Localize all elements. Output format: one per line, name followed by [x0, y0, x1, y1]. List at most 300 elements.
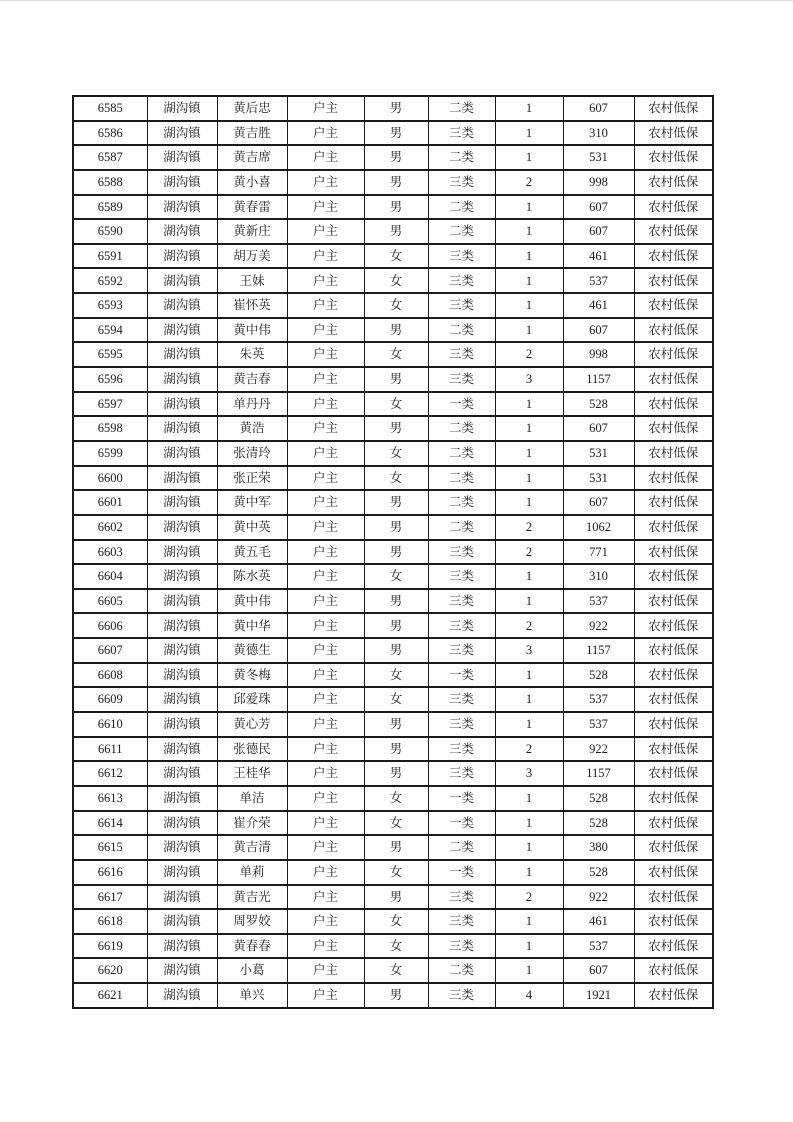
- table-row: [73, 811, 713, 836]
- cell-town: 湖沟镇: [147, 885, 217, 910]
- cell-name: 崔怀英: [217, 293, 287, 318]
- cell-amount: 528: [563, 663, 634, 688]
- cell-town: 湖沟镇: [147, 983, 217, 1008]
- cell-persons: 1: [495, 687, 563, 712]
- cell-relation: 户主: [287, 885, 364, 910]
- cell-category: 三类: [428, 909, 495, 934]
- table-row: [73, 466, 713, 491]
- table-row: [73, 860, 713, 885]
- table-row: [73, 392, 713, 417]
- cell-amount: 607: [563, 219, 634, 244]
- cell-town: 湖沟镇: [147, 121, 217, 146]
- cell-amount: 537: [563, 712, 634, 737]
- cell-name: 王桂华: [217, 761, 287, 786]
- table-row: [73, 540, 713, 565]
- table-row: [73, 244, 713, 269]
- cell-welfare-type: 农村低保: [634, 958, 713, 983]
- cell-town: 湖沟镇: [147, 835, 217, 860]
- cell-name: 黄中英: [217, 515, 287, 540]
- cell-amount: 537: [563, 589, 634, 614]
- cell-category: 二类: [428, 219, 495, 244]
- cell-category: 二类: [428, 145, 495, 170]
- cell-id: 6605: [73, 589, 147, 614]
- cell-id: 6615: [73, 835, 147, 860]
- cell-id: 6607: [73, 638, 147, 663]
- cell-relation: 户主: [287, 564, 364, 589]
- cell-persons: 1: [495, 589, 563, 614]
- cell-id: 6587: [73, 145, 147, 170]
- cell-category: 三类: [428, 885, 495, 910]
- cell-amount: 310: [563, 564, 634, 589]
- cell-relation: 户主: [287, 589, 364, 614]
- cell-town: 湖沟镇: [147, 638, 217, 663]
- cell-welfare-type: 农村低保: [634, 761, 713, 786]
- table-row: [73, 219, 713, 244]
- cell-relation: 户主: [287, 466, 364, 491]
- cell-id: 6593: [73, 293, 147, 318]
- cell-town: 湖沟镇: [147, 293, 217, 318]
- table-row: [73, 786, 713, 811]
- cell-gender: 女: [364, 687, 428, 712]
- cell-welfare-type: 农村低保: [634, 96, 713, 121]
- table-row: [73, 934, 713, 959]
- table-body: [73, 96, 713, 1008]
- cell-persons: 4: [495, 983, 563, 1008]
- cell-relation: 户主: [287, 663, 364, 688]
- cell-gender: 男: [364, 219, 428, 244]
- cell-category: 三类: [428, 737, 495, 762]
- cell-relation: 户主: [287, 811, 364, 836]
- cell-gender: 女: [364, 293, 428, 318]
- table-row: [73, 96, 713, 121]
- cell-town: 湖沟镇: [147, 195, 217, 220]
- cell-id: 6591: [73, 244, 147, 269]
- cell-welfare-type: 农村低保: [634, 145, 713, 170]
- cell-amount: 998: [563, 170, 634, 195]
- cell-welfare-type: 农村低保: [634, 564, 713, 589]
- cell-category: 三类: [428, 342, 495, 367]
- cell-id: 6618: [73, 909, 147, 934]
- cell-town: 湖沟镇: [147, 268, 217, 293]
- table-row: [73, 564, 713, 589]
- cell-welfare-type: 农村低保: [634, 835, 713, 860]
- cell-relation: 户主: [287, 219, 364, 244]
- cell-relation: 户主: [287, 540, 364, 565]
- table-row: [73, 613, 713, 638]
- cell-gender: 女: [364, 392, 428, 417]
- cell-welfare-type: 农村低保: [634, 367, 713, 392]
- cell-name: 单洁: [217, 786, 287, 811]
- table-row: [73, 958, 713, 983]
- cell-category: 一类: [428, 860, 495, 885]
- cell-gender: 男: [364, 416, 428, 441]
- cell-amount: 922: [563, 737, 634, 762]
- cell-town: 湖沟镇: [147, 687, 217, 712]
- cell-name: 陈水英: [217, 564, 287, 589]
- table-row: [73, 983, 713, 1008]
- cell-name: 小葛: [217, 958, 287, 983]
- table-row: [73, 909, 713, 934]
- cell-persons: 3: [495, 367, 563, 392]
- cell-town: 湖沟镇: [147, 219, 217, 244]
- cell-amount: 531: [563, 145, 634, 170]
- cell-id: 6617: [73, 885, 147, 910]
- cell-category: 三类: [428, 540, 495, 565]
- cell-id: 6592: [73, 268, 147, 293]
- cell-id: 6608: [73, 663, 147, 688]
- cell-relation: 户主: [287, 318, 364, 343]
- cell-town: 湖沟镇: [147, 860, 217, 885]
- cell-relation: 户主: [287, 96, 364, 121]
- cell-category: 三类: [428, 244, 495, 269]
- cell-welfare-type: 农村低保: [634, 318, 713, 343]
- table-row: [73, 268, 713, 293]
- cell-persons: 1: [495, 293, 563, 318]
- cell-persons: 2: [495, 540, 563, 565]
- cell-welfare-type: 农村低保: [634, 934, 713, 959]
- cell-id: 6590: [73, 219, 147, 244]
- cell-category: 三类: [428, 613, 495, 638]
- cell-welfare-type: 农村低保: [634, 786, 713, 811]
- table-row: [73, 342, 713, 367]
- cell-persons: 1: [495, 441, 563, 466]
- cell-gender: 男: [364, 761, 428, 786]
- cell-id: 6603: [73, 540, 147, 565]
- cell-welfare-type: 农村低保: [634, 219, 713, 244]
- cell-category: 三类: [428, 268, 495, 293]
- table-row: [73, 195, 713, 220]
- cell-name: 邱爱珠: [217, 687, 287, 712]
- cell-welfare-type: 农村低保: [634, 737, 713, 762]
- cell-amount: 1921: [563, 983, 634, 1008]
- cell-welfare-type: 农村低保: [634, 638, 713, 663]
- cell-name: 黄浩: [217, 416, 287, 441]
- cell-persons: 1: [495, 96, 563, 121]
- cell-id: 6600: [73, 466, 147, 491]
- cell-amount: 537: [563, 934, 634, 959]
- cell-persons: 2: [495, 342, 563, 367]
- cell-category: 二类: [428, 318, 495, 343]
- cell-persons: 2: [495, 515, 563, 540]
- cell-amount: 461: [563, 244, 634, 269]
- cell-gender: 男: [364, 145, 428, 170]
- cell-town: 湖沟镇: [147, 96, 217, 121]
- cell-category: 三类: [428, 934, 495, 959]
- cell-welfare-type: 农村低保: [634, 515, 713, 540]
- cell-town: 湖沟镇: [147, 490, 217, 515]
- cell-name: 黄小喜: [217, 170, 287, 195]
- cell-welfare-type: 农村低保: [634, 589, 713, 614]
- cell-town: 湖沟镇: [147, 564, 217, 589]
- cell-amount: 1062: [563, 515, 634, 540]
- cell-amount: 922: [563, 885, 634, 910]
- cell-amount: 607: [563, 195, 634, 220]
- cell-town: 湖沟镇: [147, 441, 217, 466]
- cell-name: 黄吉席: [217, 145, 287, 170]
- table-row: [73, 687, 713, 712]
- cell-relation: 户主: [287, 983, 364, 1008]
- cell-category: 三类: [428, 564, 495, 589]
- cell-category: 二类: [428, 958, 495, 983]
- cell-welfare-type: 农村低保: [634, 121, 713, 146]
- cell-relation: 户主: [287, 909, 364, 934]
- table-row: [73, 293, 713, 318]
- cell-amount: 461: [563, 293, 634, 318]
- cell-name: 黄后忠: [217, 96, 287, 121]
- cell-category: 三类: [428, 367, 495, 392]
- cell-gender: 女: [364, 564, 428, 589]
- cell-id: 6611: [73, 737, 147, 762]
- cell-name: 单丹丹: [217, 392, 287, 417]
- cell-town: 湖沟镇: [147, 367, 217, 392]
- cell-amount: 531: [563, 466, 634, 491]
- cell-category: 一类: [428, 663, 495, 688]
- cell-town: 湖沟镇: [147, 613, 217, 638]
- cell-town: 湖沟镇: [147, 589, 217, 614]
- cell-welfare-type: 农村低保: [634, 811, 713, 836]
- cell-relation: 户主: [287, 934, 364, 959]
- cell-id: 6594: [73, 318, 147, 343]
- cell-amount: 528: [563, 786, 634, 811]
- cell-town: 湖沟镇: [147, 761, 217, 786]
- cell-persons: 1: [495, 811, 563, 836]
- cell-amount: 461: [563, 909, 634, 934]
- cell-id: 6586: [73, 121, 147, 146]
- cell-relation: 户主: [287, 170, 364, 195]
- cell-name: 单莉: [217, 860, 287, 885]
- cell-gender: 女: [364, 244, 428, 269]
- cell-town: 湖沟镇: [147, 811, 217, 836]
- cell-name: 崔介荣: [217, 811, 287, 836]
- cell-town: 湖沟镇: [147, 145, 217, 170]
- cell-relation: 户主: [287, 761, 364, 786]
- cell-amount: 1157: [563, 761, 634, 786]
- cell-id: 6619: [73, 934, 147, 959]
- cell-gender: 女: [364, 786, 428, 811]
- cell-name: 黄中伟: [217, 318, 287, 343]
- cell-town: 湖沟镇: [147, 737, 217, 762]
- cell-town: 湖沟镇: [147, 416, 217, 441]
- cell-persons: 1: [495, 268, 563, 293]
- cell-gender: 男: [364, 490, 428, 515]
- cell-id: 6613: [73, 786, 147, 811]
- cell-amount: 537: [563, 268, 634, 293]
- cell-category: 二类: [428, 416, 495, 441]
- cell-name: 朱英: [217, 342, 287, 367]
- cell-relation: 户主: [287, 835, 364, 860]
- cell-relation: 户主: [287, 244, 364, 269]
- cell-welfare-type: 农村低保: [634, 687, 713, 712]
- cell-persons: 1: [495, 244, 563, 269]
- cell-amount: 1157: [563, 367, 634, 392]
- table-row: [73, 367, 713, 392]
- cell-town: 湖沟镇: [147, 540, 217, 565]
- table-row: [73, 761, 713, 786]
- cell-persons: 3: [495, 638, 563, 663]
- cell-persons: 1: [495, 490, 563, 515]
- cell-name: 黄春雷: [217, 195, 287, 220]
- cell-town: 湖沟镇: [147, 466, 217, 491]
- cell-gender: 女: [364, 466, 428, 491]
- cell-name: 张正荣: [217, 466, 287, 491]
- cell-name: 周罗姣: [217, 909, 287, 934]
- cell-persons: 1: [495, 663, 563, 688]
- table-row: [73, 589, 713, 614]
- cell-relation: 户主: [287, 293, 364, 318]
- cell-welfare-type: 农村低保: [634, 342, 713, 367]
- cell-id: 6616: [73, 860, 147, 885]
- cell-id: 6614: [73, 811, 147, 836]
- cell-id: 6595: [73, 342, 147, 367]
- table-row: [73, 318, 713, 343]
- cell-gender: 男: [364, 835, 428, 860]
- cell-welfare-type: 农村低保: [634, 860, 713, 885]
- cell-category: 二类: [428, 96, 495, 121]
- cell-welfare-type: 农村低保: [634, 441, 713, 466]
- cell-gender: 女: [364, 342, 428, 367]
- cell-relation: 户主: [287, 392, 364, 417]
- cell-name: 黄吉胜: [217, 121, 287, 146]
- cell-gender: 女: [364, 958, 428, 983]
- table-row: [73, 121, 713, 146]
- cell-category: 三类: [428, 687, 495, 712]
- table-row: [73, 663, 713, 688]
- cell-persons: 1: [495, 958, 563, 983]
- cell-town: 湖沟镇: [147, 712, 217, 737]
- cell-persons: 1: [495, 466, 563, 491]
- cell-category: 三类: [428, 983, 495, 1008]
- cell-gender: 女: [364, 860, 428, 885]
- cell-relation: 户主: [287, 515, 364, 540]
- cell-welfare-type: 农村低保: [634, 613, 713, 638]
- cell-name: 黄心芳: [217, 712, 287, 737]
- cell-persons: 1: [495, 712, 563, 737]
- cell-relation: 户主: [287, 441, 364, 466]
- cell-welfare-type: 农村低保: [634, 885, 713, 910]
- cell-gender: 男: [364, 589, 428, 614]
- cell-amount: 537: [563, 687, 634, 712]
- cell-amount: 771: [563, 540, 634, 565]
- cell-id: 6589: [73, 195, 147, 220]
- cell-category: 三类: [428, 121, 495, 146]
- table-row: [73, 441, 713, 466]
- cell-name: 黄德生: [217, 638, 287, 663]
- cell-category: 二类: [428, 835, 495, 860]
- cell-category: 三类: [428, 293, 495, 318]
- table-row: [73, 145, 713, 170]
- table-row: [73, 638, 713, 663]
- cell-persons: 1: [495, 909, 563, 934]
- cell-persons: 1: [495, 195, 563, 220]
- table-row: [73, 885, 713, 910]
- cell-gender: 女: [364, 811, 428, 836]
- cell-name: 黄吉光: [217, 885, 287, 910]
- cell-persons: 2: [495, 170, 563, 195]
- cell-gender: 男: [364, 515, 428, 540]
- cell-town: 湖沟镇: [147, 958, 217, 983]
- cell-name: 黄中华: [217, 613, 287, 638]
- cell-amount: 310: [563, 121, 634, 146]
- cell-name: 张清玲: [217, 441, 287, 466]
- cell-name: 王妹: [217, 268, 287, 293]
- cell-category: 一类: [428, 392, 495, 417]
- cell-gender: 男: [364, 540, 428, 565]
- cell-amount: 531: [563, 441, 634, 466]
- cell-town: 湖沟镇: [147, 515, 217, 540]
- cell-amount: 607: [563, 958, 634, 983]
- table-row: [73, 835, 713, 860]
- cell-id: 6620: [73, 958, 147, 983]
- cell-gender: 男: [364, 195, 428, 220]
- cell-name: 张德民: [217, 737, 287, 762]
- cell-welfare-type: 农村低保: [634, 663, 713, 688]
- cell-amount: 1157: [563, 638, 634, 663]
- cell-gender: 男: [364, 737, 428, 762]
- table-row: [73, 737, 713, 762]
- cell-relation: 户主: [287, 737, 364, 762]
- cell-id: 6612: [73, 761, 147, 786]
- cell-gender: 男: [364, 367, 428, 392]
- cell-id: 6610: [73, 712, 147, 737]
- cell-relation: 户主: [287, 712, 364, 737]
- cell-id: 6596: [73, 367, 147, 392]
- cell-welfare-type: 农村低保: [634, 490, 713, 515]
- cell-welfare-type: 农村低保: [634, 416, 713, 441]
- cell-category: 二类: [428, 195, 495, 220]
- cell-amount: 528: [563, 811, 634, 836]
- table-row: [73, 170, 713, 195]
- cell-town: 湖沟镇: [147, 934, 217, 959]
- cell-name: 黄五毛: [217, 540, 287, 565]
- cell-welfare-type: 农村低保: [634, 983, 713, 1008]
- cell-name: 黄新庄: [217, 219, 287, 244]
- cell-category: 一类: [428, 811, 495, 836]
- table-row: [73, 416, 713, 441]
- cell-category: 三类: [428, 589, 495, 614]
- cell-id: 6585: [73, 96, 147, 121]
- cell-id: 6601: [73, 490, 147, 515]
- cell-town: 湖沟镇: [147, 170, 217, 195]
- cell-id: 6604: [73, 564, 147, 589]
- cell-id: 6609: [73, 687, 147, 712]
- cell-id: 6621: [73, 983, 147, 1008]
- cell-relation: 户主: [287, 367, 364, 392]
- cell-amount: 528: [563, 860, 634, 885]
- cell-gender: 女: [364, 909, 428, 934]
- cell-relation: 户主: [287, 342, 364, 367]
- cell-relation: 户主: [287, 860, 364, 885]
- cell-name: 单兴: [217, 983, 287, 1008]
- cell-id: 6602: [73, 515, 147, 540]
- cell-persons: 1: [495, 121, 563, 146]
- cell-relation: 户主: [287, 638, 364, 663]
- cell-id: 6598: [73, 416, 147, 441]
- cell-amount: 528: [563, 392, 634, 417]
- cell-id: 6599: [73, 441, 147, 466]
- cell-amount: 607: [563, 96, 634, 121]
- cell-persons: 2: [495, 613, 563, 638]
- cell-relation: 户主: [287, 145, 364, 170]
- cell-category: 三类: [428, 761, 495, 786]
- cell-name: 黄中军: [217, 490, 287, 515]
- cell-town: 湖沟镇: [147, 244, 217, 269]
- cell-category: 一类: [428, 786, 495, 811]
- cell-amount: 607: [563, 490, 634, 515]
- cell-gender: 男: [364, 170, 428, 195]
- cell-gender: 男: [364, 613, 428, 638]
- cell-town: 湖沟镇: [147, 786, 217, 811]
- cell-persons: 1: [495, 392, 563, 417]
